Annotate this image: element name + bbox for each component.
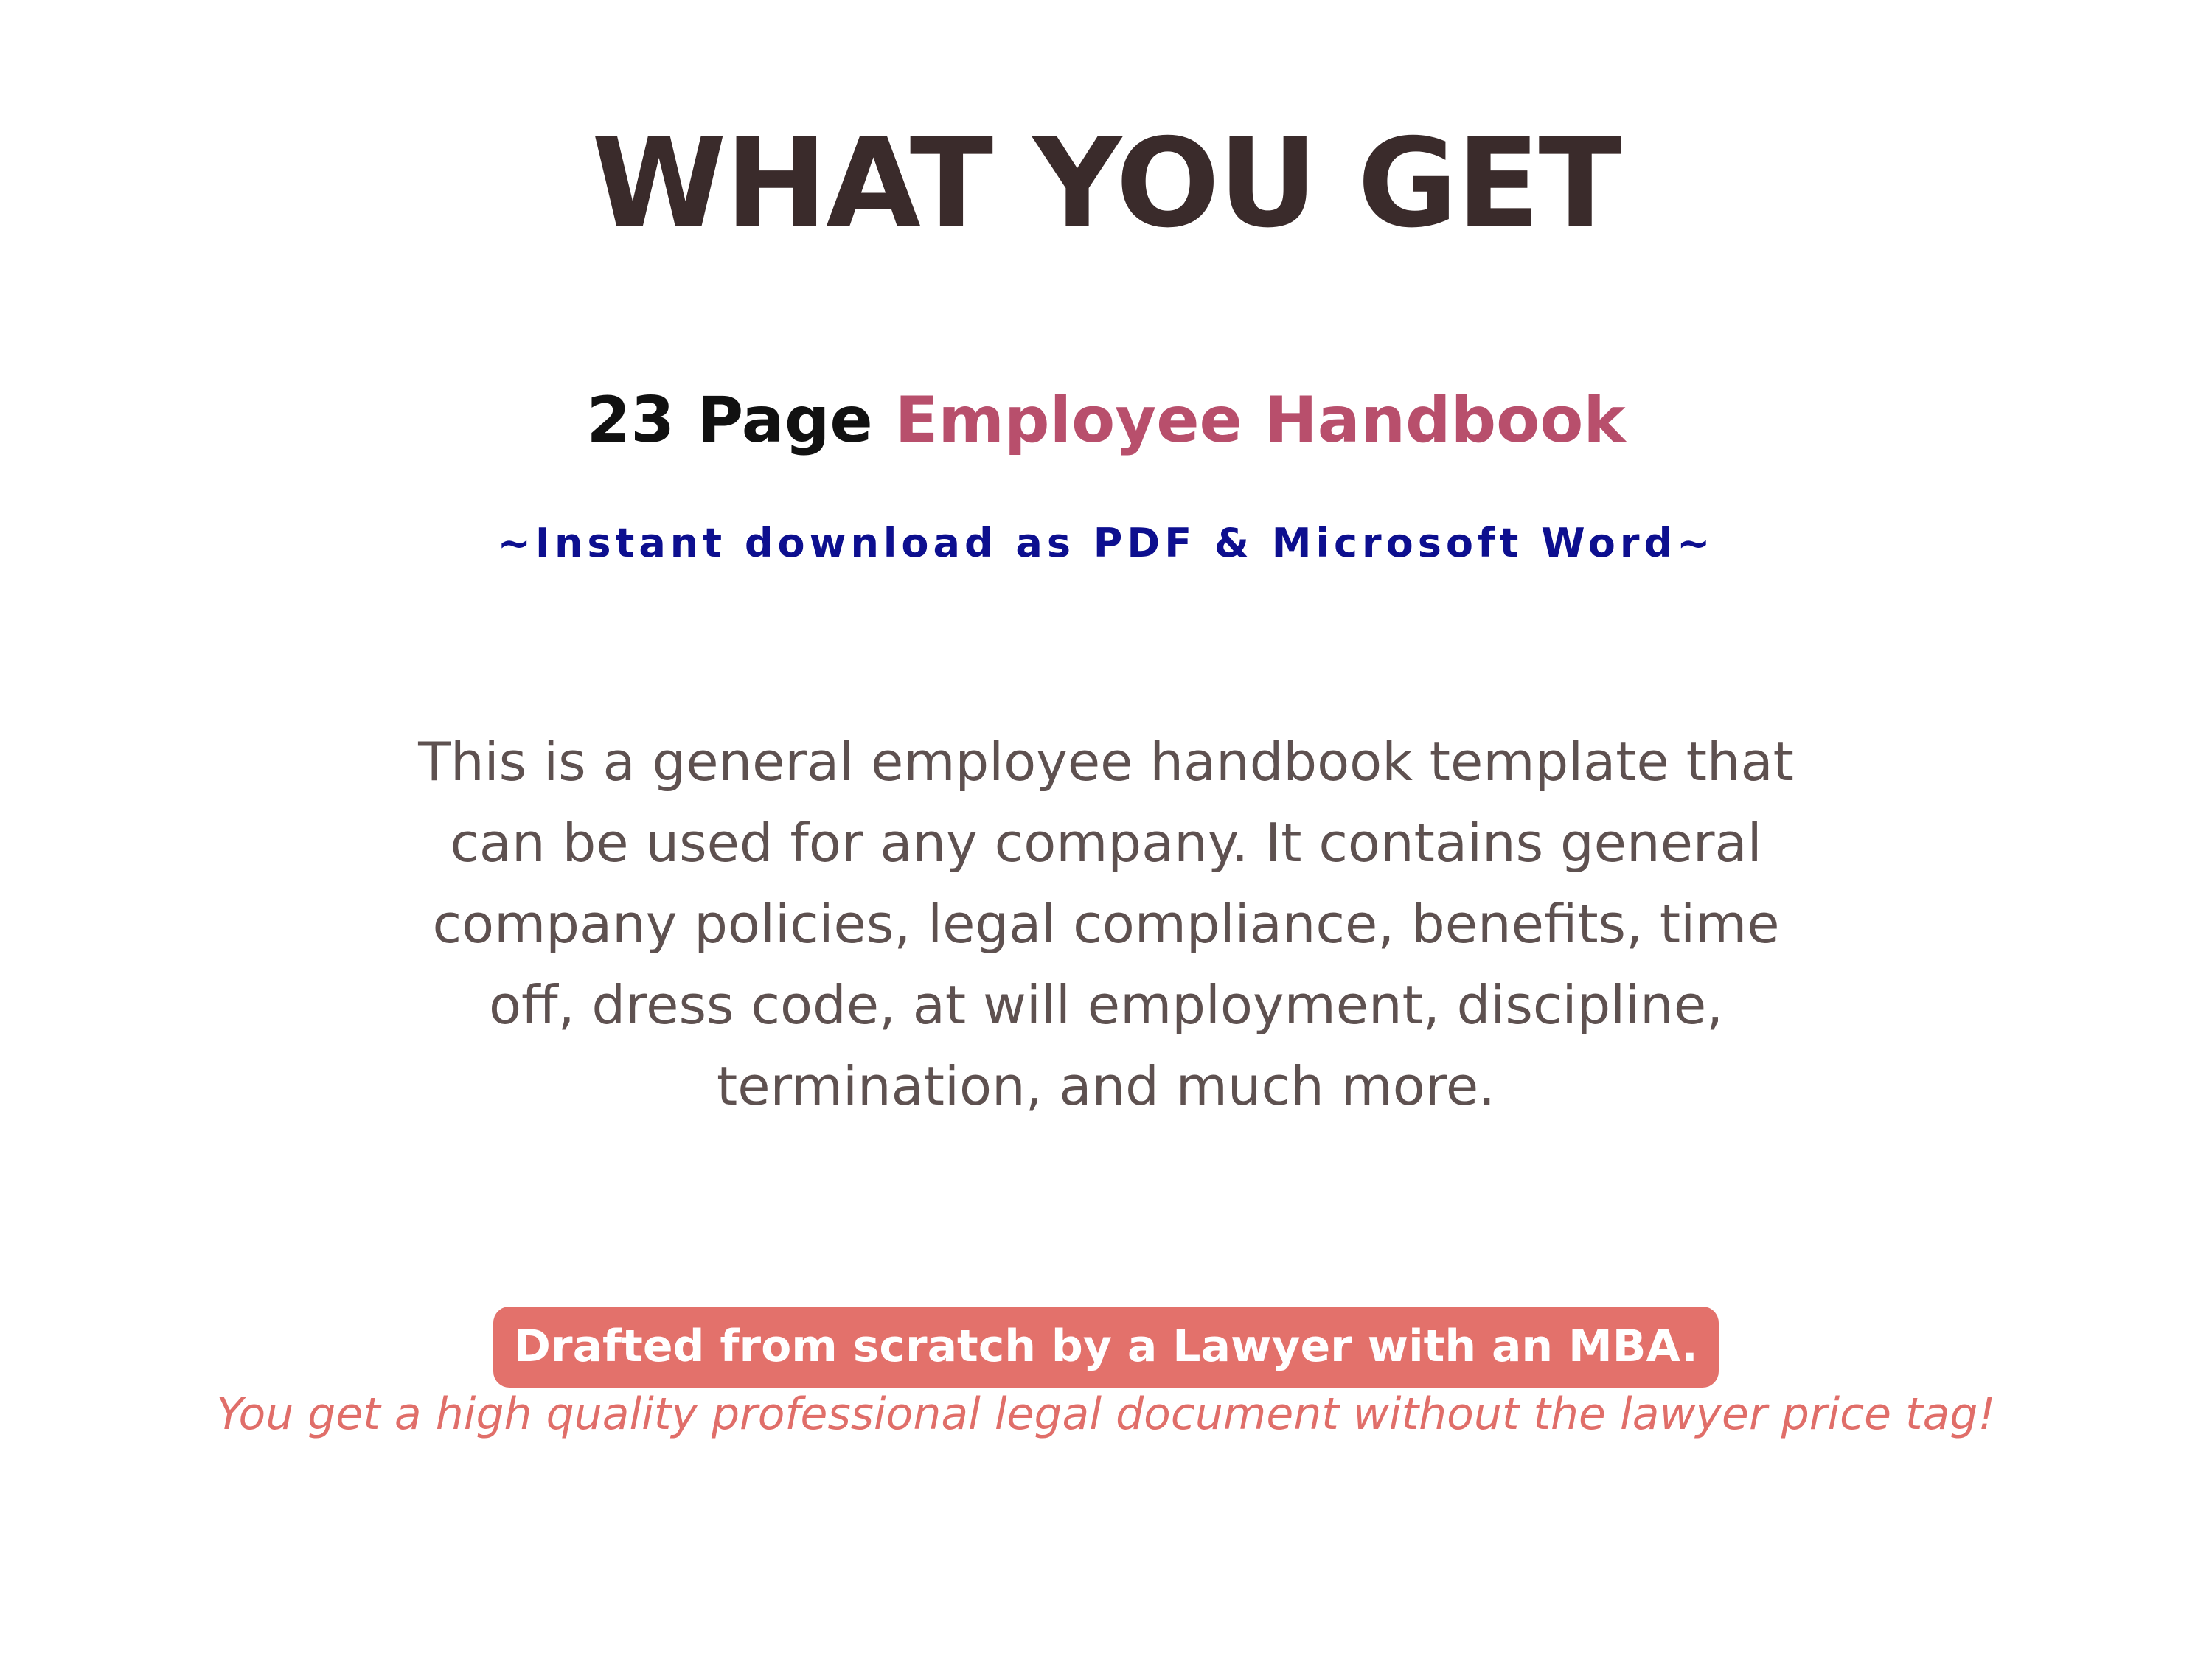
download-note: ~Instant download as PDF & Microsoft Word~	[497, 520, 1715, 566]
description-line: This is a general employee handbook template that	[418, 731, 1794, 793]
promo-badge-wrap	[0, 1307, 2212, 1388]
description-line: termination, and much more.	[716, 1055, 1496, 1117]
page-title: WHAT YOU GET	[591, 113, 1621, 255]
product-description	[383, 721, 1829, 1127]
product-name: Employee Handbook	[894, 383, 1626, 457]
promo-badge: Drafted from scratch by a Lawyer with an MBA.	[493, 1307, 1719, 1388]
description-line: off, dress code, at will employment, discipline,	[489, 974, 1723, 1036]
product-heading	[0, 380, 2212, 461]
description-line: can be used for any company. It contains general	[450, 812, 1762, 874]
product-page-count: 23 Page	[586, 383, 873, 457]
promo-tagline: You get a high quality professional legal document without the lawyer price tag!	[216, 1388, 1996, 1440]
description-line: company policies, legal compliance, benefits, time	[432, 893, 1780, 955]
